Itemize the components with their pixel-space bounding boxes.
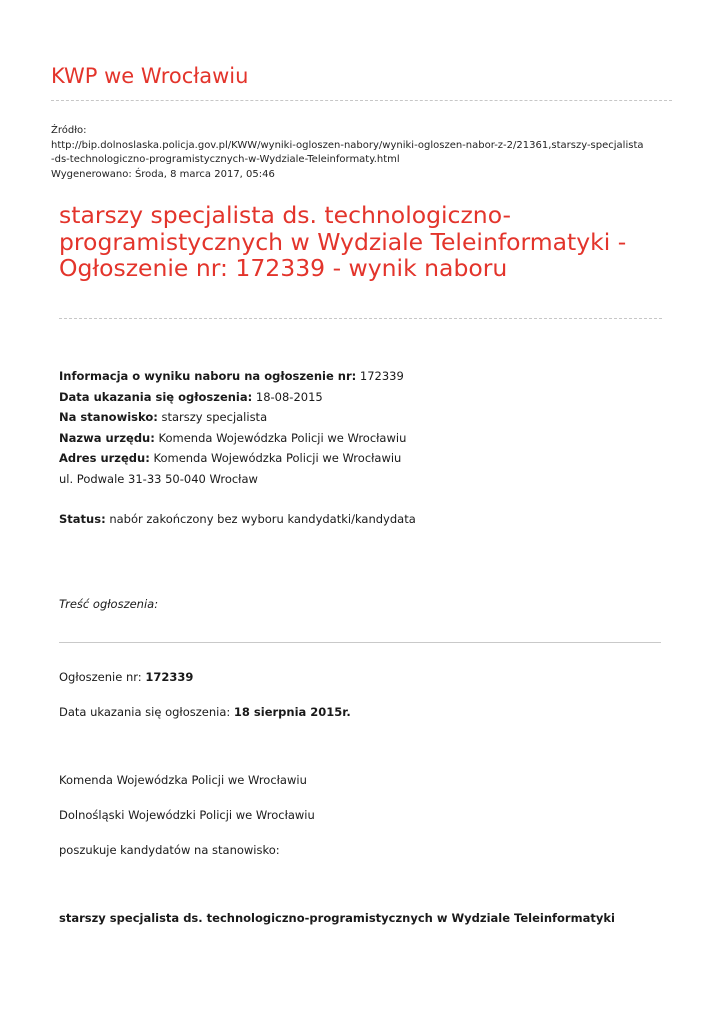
header-divider — [51, 100, 672, 101]
info-position-label: Na stanowisko: — [59, 410, 158, 424]
info-announcement-value: 172339 — [359, 369, 404, 383]
announcement-number-label: Ogłoszenie nr: — [59, 670, 142, 684]
content-position-title — [59, 910, 615, 926]
info-date-value: 18-08-2015 — [255, 389, 323, 404]
info-office-row — [59, 428, 669, 449]
announcement-number-value: 172339 — [145, 670, 194, 684]
status-row — [59, 509, 416, 529]
content-label: Treść ogłoszenia: — [59, 597, 159, 611]
content-position-title-text: starszy specjalista ds. technologiczno-programistycznych w Wydziale Teleinformatyki — [59, 911, 615, 925]
info-date-row — [59, 387, 669, 408]
source-url-line2: -ds-technologiczno-programistycznych-w-Wydziale-Teleinformaty.html — [51, 154, 400, 165]
info-office-label: Nazwa urzędu: — [59, 430, 155, 445]
content-divider — [59, 642, 661, 643]
source-url-line1: http://bip.dolnoslaska.policja.gov.pl/KWW/wyniki-ogloszen-nabory/wyniki-ogloszen-nabor-z-2/21361,starszy-specjalista — [51, 139, 644, 151]
info-position-value: starszy specjalista — [161, 410, 268, 424]
info-office-value: Komenda Wojewódzka Policji we Wrocławiu — [158, 430, 407, 445]
info-address-line2: ul. Podwale 31-33 50-040 Wrocław — [59, 471, 258, 486]
source-meta — [51, 124, 676, 182]
info-address-value: Komenda Wojewódzka Policji we Wrocławiu — [153, 451, 402, 465]
info-position-row — [59, 407, 669, 428]
announcement-date — [59, 704, 351, 720]
info-address-row — [59, 448, 669, 469]
result-info — [59, 366, 669, 489]
content-line-seeking: poszukuje kandydatów na stanowisko: — [59, 843, 280, 857]
announcement-number — [59, 669, 193, 685]
status-label: Status: — [59, 512, 106, 526]
source-label: Źródło: — [51, 125, 87, 136]
generated-date: Wygenerowano: Środa, 8 marca 2017, 05:46 — [51, 168, 275, 180]
content-line-region: Dolnośląski Wojewódzki Policji we Wrocławiu — [59, 808, 315, 822]
info-announcement-label: Informacja o wyniku naboru na ogłoszenie nr: — [59, 369, 357, 383]
title-divider — [59, 318, 662, 319]
announcement-date-value: 18 sierpnia 2015r. — [233, 705, 351, 719]
info-address-label: Adres urzędu: — [59, 451, 150, 465]
info-date-label: Data ukazania się ogłoszenia: — [59, 389, 253, 404]
status-value: nabór zakończony bez wyboru kandydatki/kandydata — [109, 512, 416, 526]
site-title: KWP we Wrocławiu — [51, 64, 249, 88]
page-title: starszy specjalista ds. technologiczno-programistycznych w Wydziale Teleinformatyki - Ogłoszenie nr: 172339 - wynik naboru — [59, 201, 627, 282]
announcement-date-label: Data ukazania się ogłoszenia: — [59, 705, 231, 719]
content-line-office: Komenda Wojewódzka Policji we Wrocławiu — [59, 773, 307, 787]
info-announcement-row — [59, 366, 669, 387]
